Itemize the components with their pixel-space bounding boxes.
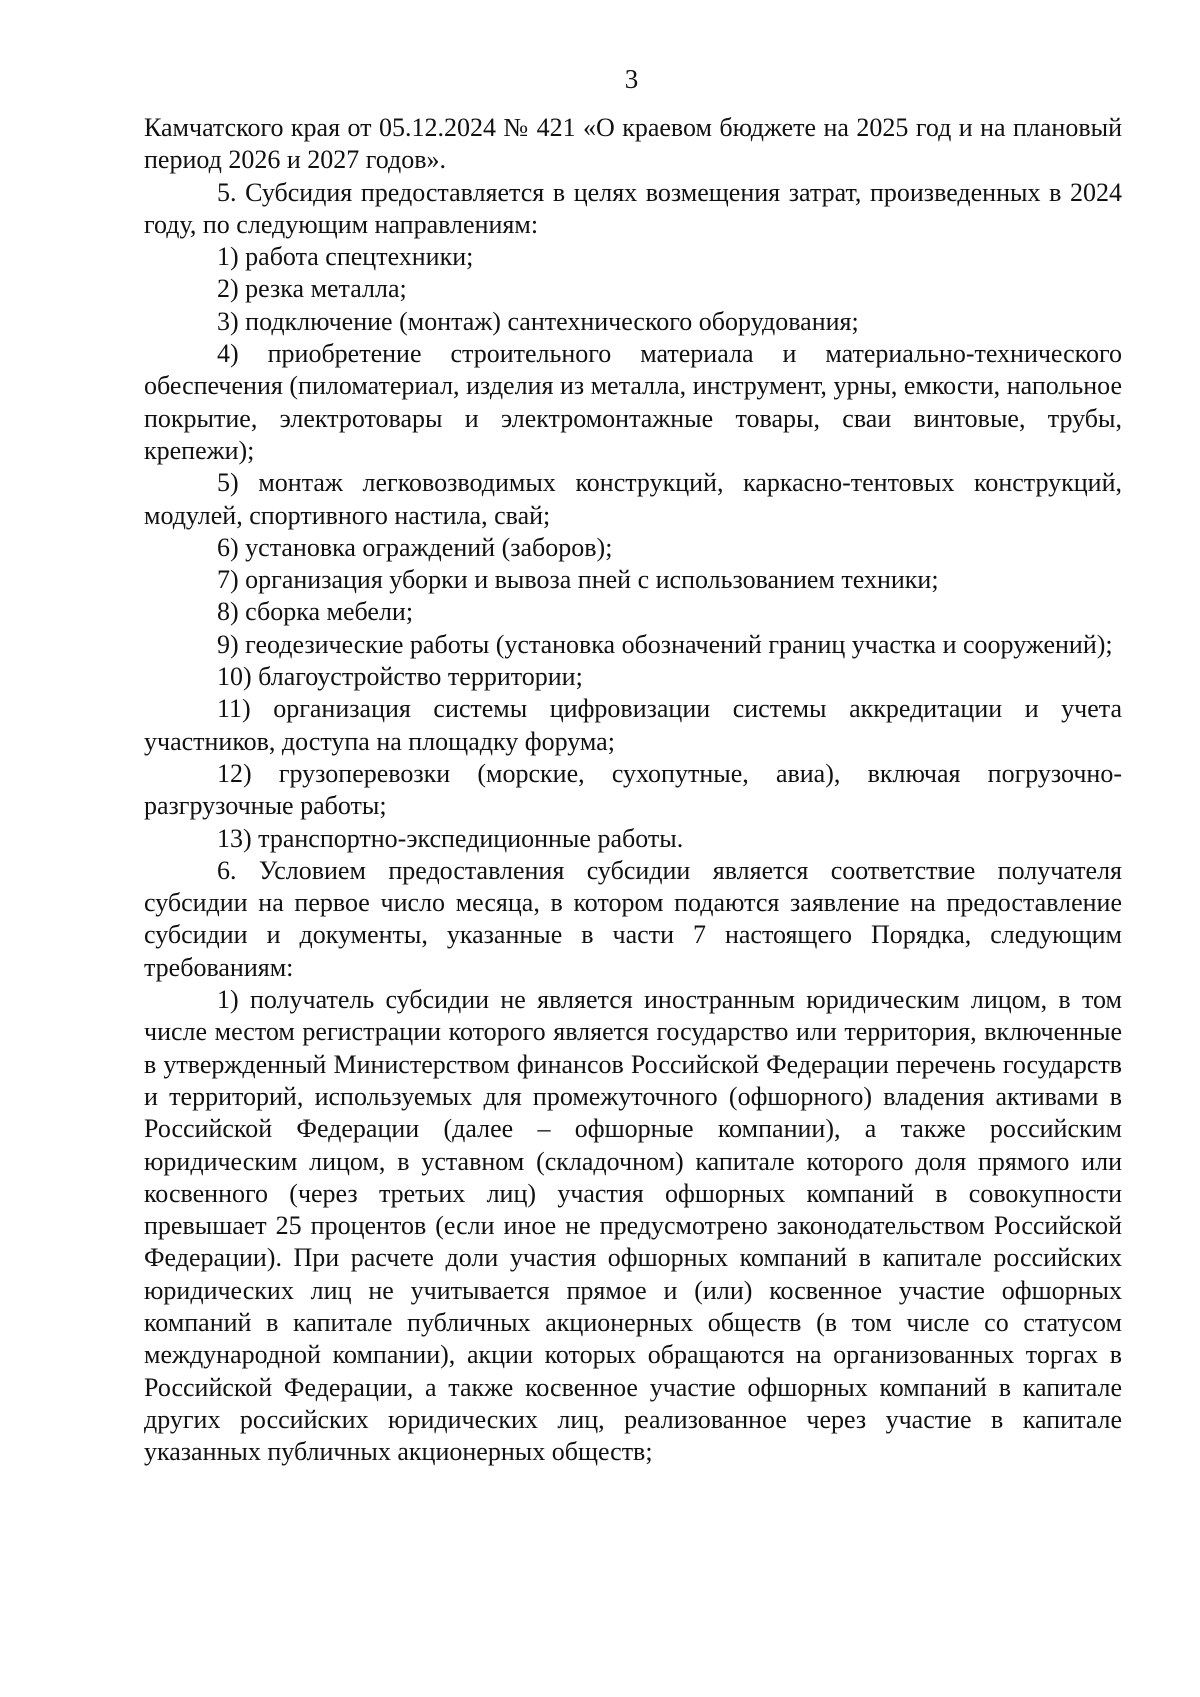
list-item-5-13: 13) транспортно-экспедиционные работы. bbox=[217, 823, 684, 853]
paragraph-6: 6. Условием предоставления субсидии является соответствие получателя субсидии на первое число месяца, в котором подаются заявление на предоставление субсидии и документы, указанные в части 7 настоящего Порядка, следующим требованиям: bbox=[144, 855, 1122, 982]
list-item-5-7: 7) организация уборки и вывоза пней с использованием техники; bbox=[217, 565, 939, 595]
paragraph-5: 5. Субсидия предоставляется в целях возмещения затрат, произведенных в 2024 году, по следующим направлениям: bbox=[144, 177, 1122, 239]
list-item-6-1: 1) получатель субсидии не является иностранным юридическим лицом, в том числе местом регистрации которого является государство или территория, включенные в утвержденный Министерством финансов Российской Федерации перечень государств и территорий, используемых для промежуточного (офшорного) владения активами в Российской Федерации (далее – офшорные компании), а также российским юридическим лицом, в уставном (складочном) капитале которого доля прямого или косвенного (через третьих лиц) участия офшорных компаний в совокупности превышает 25 процентов (если иное не предусмотрено законодательством Российской Федерации). При расчете доли участия офшорных компаний в капитале российских юридических лиц не учитывается прямое и (или) косвенное участие офшорных компаний в капитале публичных акционерных обществ (в том числе со статусом международной компании), акции которых обращаются на организованных торгах в Российской Федерации, а также косвенное участие офшорных компаний в капитале других российских юридических лиц, реализованное через участие в капитале указанных публичных акционерных обществ; bbox=[144, 985, 1122, 1467]
list-item-5-11: 11) организация системы цифровизации системы аккредитации и учета участников, доступа на площадку форума; bbox=[144, 694, 1122, 756]
document-body bbox=[144, 112, 1122, 1468]
list-item-5-8: 8) сборка мебели; bbox=[217, 597, 414, 627]
list-item-5-3: 3) подключение (монтаж) сантехнического оборудования; bbox=[217, 306, 859, 336]
paragraph-continuation: Камчатского края от 05.12.2024 № 421 «О краевом бюджете на 2025 год и на плановый период 2026 и 2027 годов». bbox=[144, 113, 1122, 175]
list-item-5-10: 10) благоустройство территории; bbox=[217, 662, 583, 692]
list-item-5-1: 1) работа спецтехники; bbox=[217, 242, 474, 272]
list-item-5-2: 2) резка металла; bbox=[217, 274, 407, 304]
list-item-5-4: 4) приобретение строительного материала и материально-технического обеспечения (пиломатериал, изделия из металла, инструмент, урны, емкости, напольное покрытие, электротовары и электромонтажные товары, сваи винтовые, трубы, крепежи); bbox=[144, 339, 1122, 465]
list-item-5-6: 6) установка ограждений (заборов); bbox=[217, 532, 613, 562]
page-number: 3 bbox=[624, 64, 639, 94]
list-item-5-12: 12) грузоперевозки (морские, сухопутные, авиа), включая погрузочно-разгрузочные работы; bbox=[144, 758, 1122, 821]
list-item-5-5: 5) монтаж легковозводимых конструкций, каркасно-тентовых конструкций, модулей, спортивного настила, свай; bbox=[144, 468, 1122, 530]
list-item-5-9: 9) геодезические работы (установка обозначений границ участка и сооружений); bbox=[217, 629, 1113, 659]
